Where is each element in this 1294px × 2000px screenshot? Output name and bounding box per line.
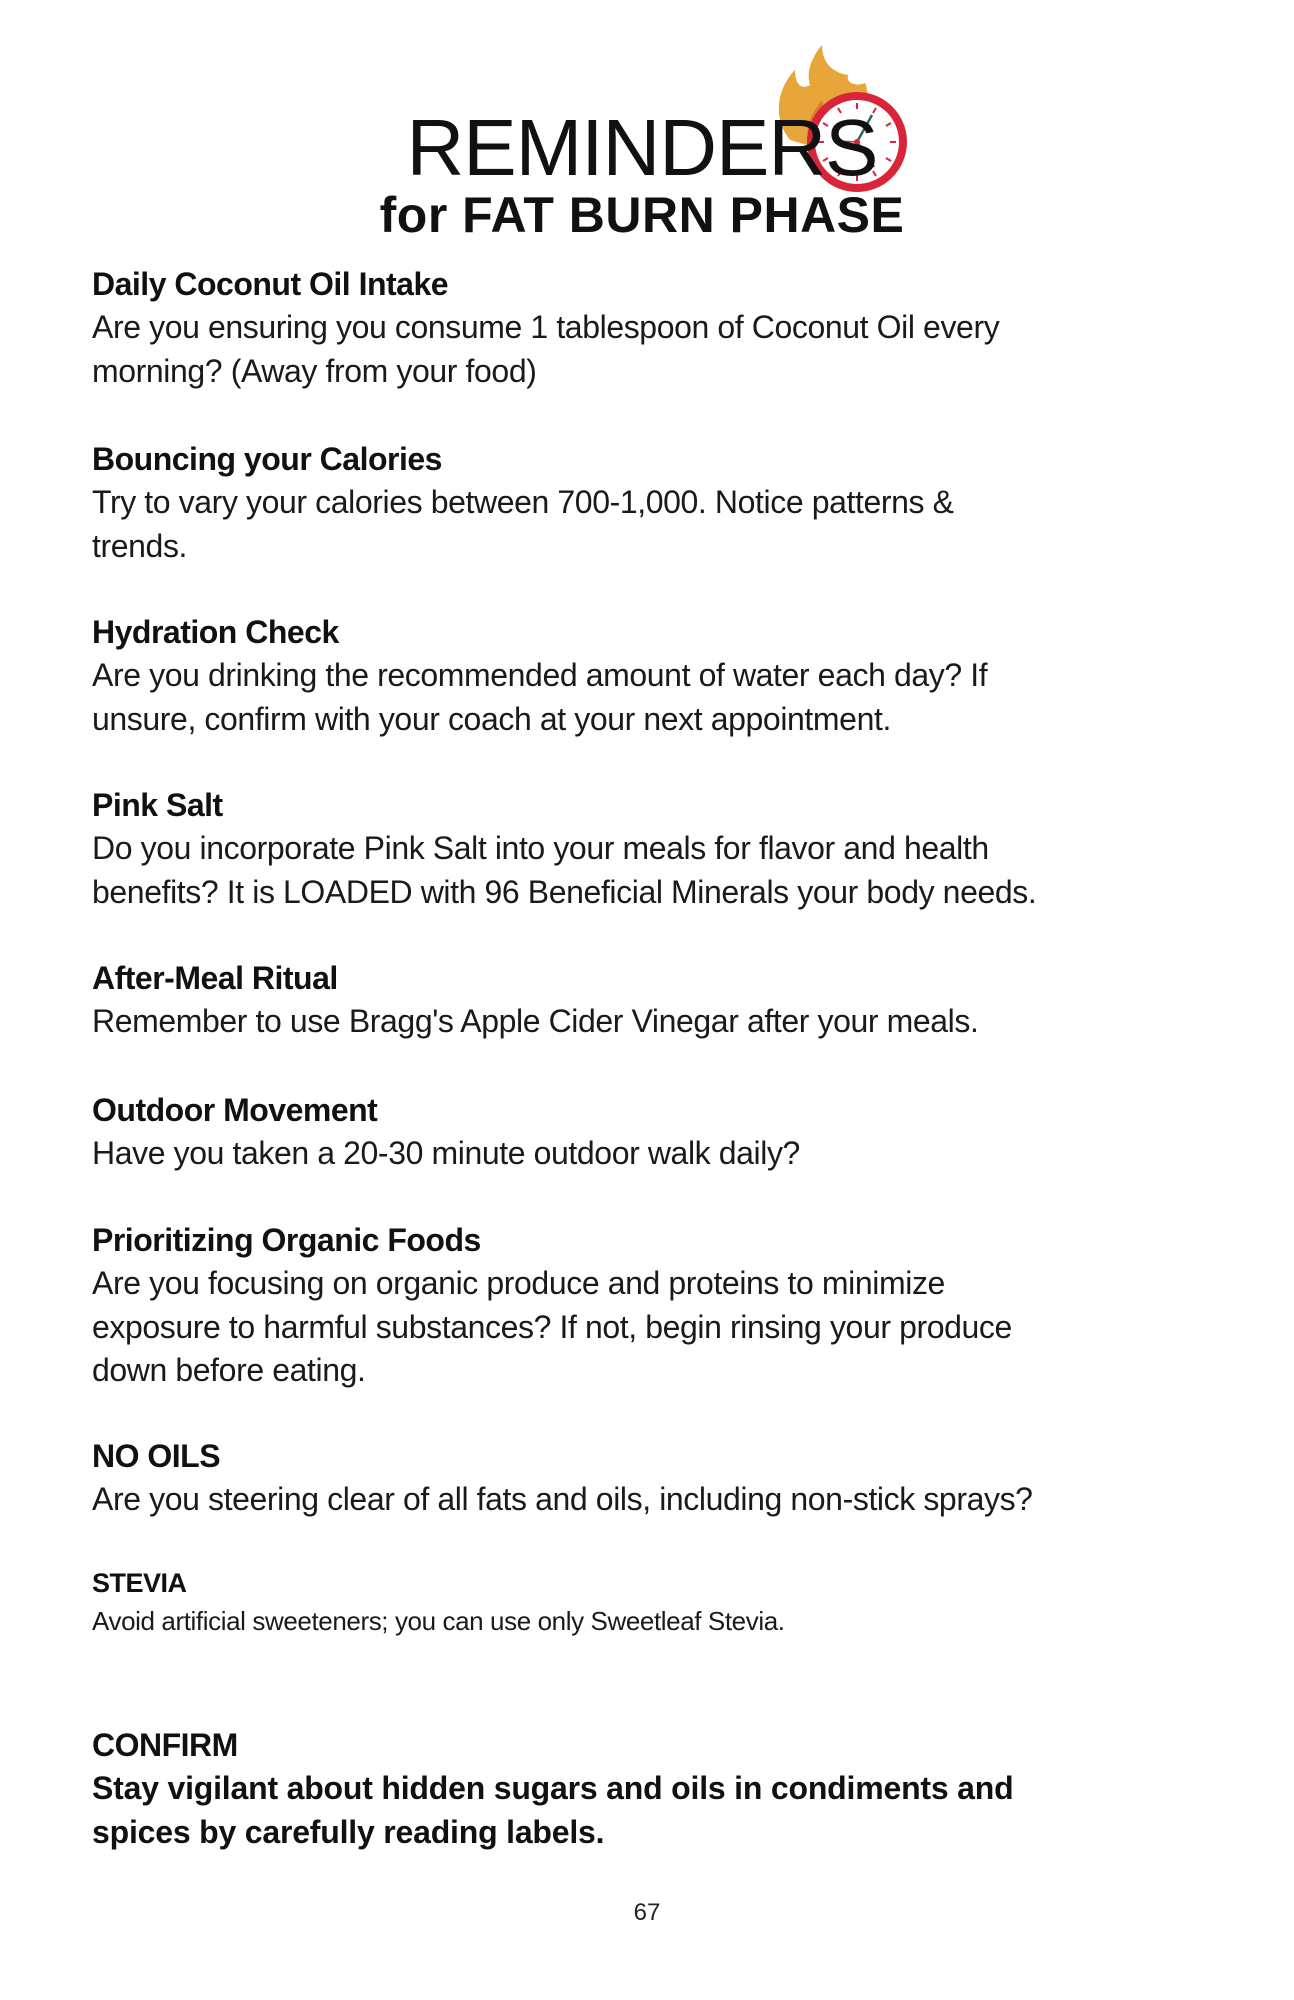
section-text: Are you drinking the recommended amount of water each day? If [92, 657, 988, 693]
section-heading: Hydration Check [92, 614, 339, 650]
section-text: benefits? It is LOADED with 96 Beneficial Minerals your body needs. [92, 873, 1037, 910]
section-text: morning? (Away from your food) [92, 352, 537, 389]
reminder-section [92, 1434, 1222, 1522]
page-subtitle [0, 188, 1294, 242]
section-heading: NO OILS [92, 1438, 221, 1474]
section-text: down before eating. [92, 1352, 366, 1389]
section-heading: CONFIRM [92, 1727, 238, 1763]
subtitle-text: for FAT BURN PHASE [379, 187, 905, 243]
section-text: Are you ensuring you consume 1 tablespoon of Coconut Oil every [92, 309, 1000, 345]
section-heading: Prioritizing Organic Foods [92, 1222, 481, 1258]
section-text: trends. [92, 527, 188, 564]
reminder-section [92, 1723, 1222, 1854]
section-heading: Bouncing your Calories [92, 441, 442, 477]
section-text: Avoid artificial sweeteners; you can use only Sweetleaf Stevia. [92, 1606, 785, 1636]
section-text: exposure to harmful substances? If not, begin rinsing your produce [92, 1308, 1012, 1345]
reminder-section [92, 1088, 1222, 1176]
page-number: 67 [633, 1899, 661, 1926]
section-text: Do you incorporate Pink Salt into your meals for flavor and health [92, 830, 989, 866]
page-title [0, 103, 1294, 192]
section-heading: STEVIA [92, 1568, 187, 1598]
section-text: Are you steering clear of all fats and oils, including non-stick sprays? [92, 1481, 1033, 1517]
section-text: Are you focusing on organic produce and proteins to minimize [92, 1265, 945, 1301]
section-text: Remember to use Bragg's Apple Cider Vinegar after your meals. [92, 1003, 979, 1039]
section-text: Stay vigilant about hidden sugars and oils in condiments and [92, 1770, 1014, 1806]
section-heading: After-Meal Ritual [92, 960, 338, 996]
section-text: Try to vary your calories between 700-1,000. Notice patterns & [92, 484, 954, 520]
reminder-section [92, 783, 1222, 914]
title-text: REMINDERS [406, 103, 878, 192]
reminder-section [92, 610, 1222, 741]
reminder-section [92, 437, 1222, 568]
reminder-section [92, 956, 1222, 1044]
section-text: Have you taken a 20-30 minute outdoor walk daily? [92, 1135, 800, 1171]
reminder-section [92, 1218, 1222, 1393]
reminder-section [92, 1564, 1222, 1640]
section-heading: Outdoor Movement [92, 1092, 378, 1128]
reminder-section [92, 262, 1222, 393]
section-heading: Daily Coconut Oil Intake [92, 266, 449, 302]
section-text: spices by carefully reading labels. [92, 1813, 605, 1850]
section-text: unsure, confirm with your coach at your next appointment. [92, 700, 891, 737]
section-heading: Pink Salt [92, 787, 223, 823]
